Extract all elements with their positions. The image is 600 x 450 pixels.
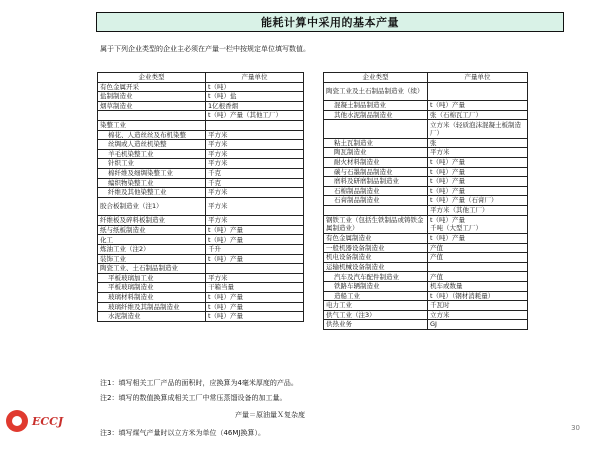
eccj-logo-icon — [6, 410, 28, 432]
type-cell: 平板玻璃制造业 — [98, 283, 206, 293]
unit-cell: t（吨）产量 — [206, 302, 304, 312]
unit-cell: 平方米 — [206, 149, 304, 159]
table-row — [324, 167, 528, 177]
unit-cell — [206, 120, 304, 130]
type-cell: 磨料及研磨制品制造业 — [324, 177, 428, 187]
table-row — [324, 282, 528, 292]
unit-cell: t（吨）产量 — [206, 292, 304, 302]
table-row — [98, 273, 304, 283]
unit-cell — [428, 262, 528, 272]
table-row — [98, 168, 304, 178]
table-row — [324, 215, 528, 234]
table-row — [98, 159, 304, 169]
type-cell: 汽车及汽车配件制造业 — [324, 272, 428, 282]
type-cell: 棉花、人造丝丝及布机染整 — [98, 130, 206, 140]
unit-cell: t（吨）盐 — [206, 92, 304, 102]
unit-cell: 千克 — [206, 178, 304, 188]
table-row — [324, 205, 528, 215]
table-row — [324, 148, 528, 158]
type-cell: 粘土瓦制造业 — [324, 138, 428, 148]
type-cell: 水泥制造业 — [98, 312, 206, 322]
unit-cell: 干箱当量 — [206, 283, 304, 293]
type-cell: 烟草制造业 — [98, 101, 206, 111]
table-row — [98, 178, 304, 188]
type-cell: 平板玻璃加工业 — [98, 273, 206, 283]
unit-cell: 平方米 — [206, 273, 304, 283]
unit-cell: t（吨）产量 — [206, 225, 304, 235]
type-cell — [324, 120, 428, 139]
table-row — [324, 320, 528, 330]
type-cell: 盐制制造业 — [98, 92, 206, 102]
type-cell: 运输机械设备制造业 — [324, 262, 428, 272]
table-row — [98, 111, 304, 121]
unit-cell: 平方米 — [206, 188, 304, 198]
unit-cell: t（吨）（钢材消耗量） — [428, 291, 528, 301]
formula: 产量＝原油量Ｘ复杂度 — [235, 411, 305, 419]
unit-cell: 平方米 — [206, 159, 304, 169]
unit-cell: 千瓦时 — [428, 301, 528, 311]
unit-cell: t（吨）产量 — [206, 254, 304, 264]
left-table — [97, 72, 304, 322]
table-row — [98, 312, 304, 322]
type-cell: 供热业务 — [324, 320, 428, 330]
type-cell: 玻璃材料制造业 — [98, 292, 206, 302]
note-3: 注3：填写煤气产量时以立方米为单位（46MJ换算）。 — [100, 429, 265, 437]
type-cell: 炼油工业（注2） — [98, 245, 206, 255]
unit-cell: 立方米（轻质泡沫混凝土板制造厂） — [428, 120, 528, 139]
type-cell: 陶瓷工业、土石制品制造业 — [98, 264, 206, 274]
unit-cell: 产值 — [428, 253, 528, 263]
type-cell: 陶瓷工业及土石制品制造业（续） — [324, 82, 428, 101]
left-table-body — [98, 82, 304, 321]
table-row — [98, 101, 304, 111]
unit-cell: 平方米（其他工厂） — [428, 205, 528, 215]
type-cell: 羊毛机染整工业 — [98, 149, 206, 159]
type-cell: 石膏制品制造业 — [324, 196, 428, 206]
unit-cell: 平方米 — [428, 148, 528, 158]
table-header-row — [324, 73, 528, 83]
unit-cell: 张（石棉瓦工厂） — [428, 110, 528, 120]
type-cell: 纤维及其他染整工业 — [98, 188, 206, 198]
unit-cell: t（吨）产量 — [428, 167, 528, 177]
unit-cell: t（吨）产量（其他工厂） — [206, 111, 304, 121]
unit-cell: t（吨）产量 — [206, 312, 304, 322]
type-cell: 化工 — [98, 235, 206, 245]
type-cell: 陶瓦制造业 — [324, 148, 428, 158]
unit-cell: t（吨）产量 — [206, 235, 304, 245]
unit-cell: 立方米 — [428, 310, 528, 320]
unit-cell: 产值 — [428, 272, 528, 282]
table-header-row — [98, 73, 304, 83]
note-2: 注2：填写的数值换算成相关工厂中常压蒸馏设备的加工量。 — [100, 394, 287, 402]
page-title: 能耗计算中采用的基本产量 — [96, 12, 564, 32]
unit-cell: t（吨）产量 — [428, 234, 528, 244]
table-row — [98, 197, 304, 216]
type-cell: 纸与纸板制造业 — [98, 225, 206, 235]
unit-cell: GJ — [428, 320, 528, 330]
unit-cell: 产值 — [428, 243, 528, 253]
table-row — [98, 254, 304, 264]
unit-cell: t（吨） — [206, 82, 304, 92]
type-cell — [98, 111, 206, 121]
unit-cell — [428, 82, 528, 101]
type-cell — [324, 205, 428, 215]
table-row — [98, 302, 304, 312]
eccj-logo — [6, 410, 63, 432]
table-row — [324, 234, 528, 244]
type-cell: 纤维板及碎料板制造业 — [98, 216, 206, 226]
unit-cell: t（吨）产量（石膏厂） — [428, 196, 528, 206]
table-row — [324, 262, 528, 272]
intro-text: 属于下列企业类型的企业主必须在产量一栏中按规定单位填写数值。 — [100, 45, 310, 53]
type-cell: 电力工业 — [324, 301, 428, 311]
type-cell: 耐火材料制造业 — [324, 157, 428, 167]
type-cell: 造船工业 — [324, 291, 428, 301]
right-table-body — [324, 82, 528, 329]
header-unit: 产量单位 — [206, 73, 304, 83]
type-cell: 混凝土制品制造业 — [324, 101, 428, 111]
unit-cell: 1亿根香烟 — [206, 101, 304, 111]
unit-cell: t（吨）产量 — [428, 101, 528, 111]
unit-cell: t（吨）产量 — [428, 186, 528, 196]
type-cell: 编织物染整工业 — [98, 178, 206, 188]
header-type: 企业类型 — [324, 73, 428, 83]
table-row — [98, 120, 304, 130]
type-cell: 有色金属开采 — [98, 82, 206, 92]
table-row — [324, 186, 528, 196]
table-row — [98, 92, 304, 102]
page-number: 30 — [571, 424, 580, 432]
table-row — [324, 301, 528, 311]
table-row — [324, 82, 528, 101]
table-row — [98, 82, 304, 92]
table-row — [98, 188, 304, 198]
table-row — [98, 283, 304, 293]
table-row — [324, 138, 528, 148]
type-cell: 铁路车辆制造业 — [324, 282, 428, 292]
type-cell: 装饰工业 — [98, 254, 206, 264]
table-row — [98, 140, 304, 150]
table-row — [324, 243, 528, 253]
right-table — [323, 72, 528, 330]
table-row — [98, 149, 304, 159]
unit-cell: 平方米 — [206, 140, 304, 150]
type-cell: 胶合板制造业（注1） — [98, 197, 206, 216]
unit-cell: 平方米 — [206, 216, 304, 226]
unit-cell: 平方米 — [206, 197, 304, 216]
unit-cell: 平方米 — [206, 130, 304, 140]
table-row — [98, 235, 304, 245]
table-row — [324, 157, 528, 167]
type-cell: 碳与石墨制品制造业 — [324, 167, 428, 177]
type-cell: 有色金属制造业 — [324, 234, 428, 244]
type-cell: 机电设备制造业 — [324, 253, 428, 263]
table-row — [98, 292, 304, 302]
unit-cell: t（吨）产量 — [428, 157, 528, 167]
unit-cell: t（吨）产量 — [428, 177, 528, 187]
unit-cell: 张 — [428, 138, 528, 148]
type-cell: 针织工业 — [98, 159, 206, 169]
unit-cell — [206, 264, 304, 274]
unit-cell: 千升 — [206, 245, 304, 255]
table-row — [324, 177, 528, 187]
table-row — [324, 291, 528, 301]
type-cell: 其他水泥制品制造业 — [324, 110, 428, 120]
header-unit: 产量单位 — [428, 73, 528, 83]
type-cell: 玻璃纤维及其制品制造业 — [98, 302, 206, 312]
table-row — [324, 310, 528, 320]
type-cell: 丝绸或人造丝机染整 — [98, 140, 206, 150]
type-cell: 染整工业 — [98, 120, 206, 130]
type-cell: 一般机器设备制造业 — [324, 243, 428, 253]
logo-text: ECCJ — [32, 414, 64, 428]
header-type: 企业类型 — [98, 73, 206, 83]
unit-cell: 机车或数量 — [428, 282, 528, 292]
table-row — [98, 130, 304, 140]
table-row — [324, 101, 528, 111]
unit-cell: t（吨）产量 千吨（大型工厂） — [428, 215, 528, 234]
note-1: 注1：填写相关工厂产品的面积时，应换算为4毫米厚度的产品。 — [100, 379, 298, 387]
type-cell: 钢铁工业（包括生铁制品或铸铁金属制造业） — [324, 215, 428, 234]
table-row — [324, 272, 528, 282]
table-row — [324, 110, 528, 120]
type-cell: 石棉制品制造业 — [324, 186, 428, 196]
table-row — [98, 264, 304, 274]
table-row — [324, 120, 528, 139]
table-row — [324, 253, 528, 263]
table-row — [98, 216, 304, 226]
type-cell: 供气工业（注3） — [324, 310, 428, 320]
type-cell: 棉纤维及细绸染整工业 — [98, 168, 206, 178]
table-row — [98, 225, 304, 235]
table-row — [324, 196, 528, 206]
unit-cell: 千克 — [206, 168, 304, 178]
table-row — [98, 245, 304, 255]
